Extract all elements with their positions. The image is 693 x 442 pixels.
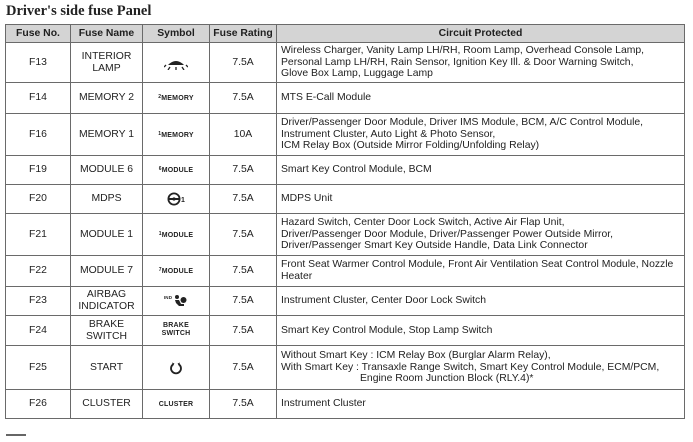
circuit-protected: Hazard Switch, Center Door Lock Switch, Active Air Flap Unit, Driver/Passenger Door Module, Driver/Passenger Power Outside Mirror, Driver/Passenger Smart Key Outside Handle, Data Link Connector (277, 214, 685, 256)
fuse-symbol (143, 214, 210, 256)
fuse-symbol (143, 316, 210, 346)
fuse-rating: 7.5A (210, 185, 277, 214)
circuit-protected: Smart Key Control Module, BCM (277, 156, 685, 185)
circuit-protected: Driver/Passenger Door Module, Driver IMS Module, BCM, A/C Control Module, Instrument Cluster, Auto Light & Photo Sensor, ICM Relay Box (Outside Mirror Folding/Unfolding Relay) (277, 114, 685, 156)
table-row (6, 390, 685, 419)
fuse-name: START (71, 346, 143, 390)
fuse-table (5, 24, 685, 419)
cluster-symbol: CLUSTER (158, 401, 194, 409)
circuit-protected: MDPS Unit (277, 185, 685, 214)
airbag-indicator-icon (172, 294, 188, 308)
fuse-name: INTERIOR LAMP (71, 43, 143, 83)
fuse-symbol: 1 (143, 185, 210, 214)
fuse-symbol (143, 156, 210, 185)
table-row (6, 316, 685, 346)
table-row (6, 185, 685, 214)
footer-rule (6, 434, 26, 440)
fuse-rating: 7.5A (210, 256, 277, 287)
interior-lamp-icon (164, 56, 188, 70)
circuit-protected: Without Smart Key : ICM Relay Box (Burglar Alarm Relay), With Smart Key : Transaxle Range Switch, Smart Key Control Module, ECM/PCM, Engine Room Junction Block (RLY.4)* (277, 346, 685, 390)
header-fuse-no: Fuse No. (6, 25, 71, 43)
fuse-number: F22 (6, 256, 71, 287)
fuse-rating: 7.5A (210, 287, 277, 316)
fuse-name: BRAKE SWITCH (71, 316, 143, 346)
header-symbol: Symbol (143, 25, 210, 43)
fuse-rating: 7.5A (210, 316, 277, 346)
fuse-number: F19 (6, 156, 71, 185)
fuse-symbol (143, 390, 210, 419)
table-row (6, 214, 685, 256)
module-symbol: $^6$MODULE (158, 166, 194, 175)
fuse-symbol (143, 83, 210, 114)
circuit-protected: Instrument Cluster (277, 390, 685, 419)
fuse-number: F25 (6, 346, 71, 390)
fuse-symbol (143, 43, 210, 83)
fuse-symbol (143, 256, 210, 287)
brake-switch-symbol: BRAKE SWITCH (161, 322, 191, 338)
circuit-protected: Smart Key Control Module, Stop Lamp Switch (277, 316, 685, 346)
table-row (6, 43, 685, 83)
header-fuse-rating: Fuse Rating (210, 25, 277, 43)
fuse-name: MODULE 6 (71, 156, 143, 185)
fuse-number: F14 (6, 83, 71, 114)
table-row (6, 83, 685, 114)
start-icon (169, 361, 183, 375)
memory-symbol: $^2$MEMORY (158, 94, 194, 103)
circuit-protected: Front Seat Warmer Control Module, Front Air Ventilation Seat Control Module, Nozzle Heater (277, 256, 685, 287)
steering-wheel-icon (167, 192, 181, 206)
fuse-rating: 10A (210, 114, 277, 156)
module-symbol: $^7$MODULE (158, 267, 194, 276)
table-row (6, 156, 685, 185)
header-circuit-protected: Circuit Protected (277, 25, 685, 43)
fuse-number: F23 (6, 287, 71, 316)
table-row (6, 256, 685, 287)
fuse-name: MODULE 7 (71, 256, 143, 287)
table-row (6, 287, 685, 316)
fuse-rating: 7.5A (210, 43, 277, 83)
circuit-protected: MTS E-Call Module (277, 83, 685, 114)
fuse-name: MEMORY 2 (71, 83, 143, 114)
fuse-number: F21 (6, 214, 71, 256)
table-header-row (6, 25, 685, 43)
table-row (6, 346, 685, 390)
header-fuse-name: Fuse Name (71, 25, 143, 43)
fuse-rating: 7.5A (210, 83, 277, 114)
fuse-name: MEMORY 1 (71, 114, 143, 156)
memory-symbol: $^1$MEMORY (158, 130, 194, 139)
fuse-name: CLUSTER (71, 390, 143, 419)
table-row (6, 114, 685, 156)
module-symbol: $^1$MODULE (158, 230, 194, 239)
fuse-rating: 7.5A (210, 346, 277, 390)
fuse-number: F20 (6, 185, 71, 214)
fuse-number: F24 (6, 316, 71, 346)
fuse-name: MDPS (71, 185, 143, 214)
circuit-protected: Wireless Charger, Vanity Lamp LH/RH, Room Lamp, Overhead Console Lamp, Personal Lamp LH/RH, Rain Sensor, Ignition Key Ill. & Door Warning Switch, Glove Box Lamp, Luggage Lamp (277, 43, 685, 83)
fuse-number: F16 (6, 114, 71, 156)
fuse-rating: 7.5A (210, 214, 277, 256)
circuit-protected: Instrument Cluster, Center Door Lock Switch (277, 287, 685, 316)
fuse-name: MODULE 1 (71, 214, 143, 256)
fuse-symbol: IND (143, 287, 210, 316)
page-title: Driver's side fuse Panel (6, 3, 152, 19)
fuse-rating: 7.5A (210, 156, 277, 185)
fuse-number: F13 (6, 43, 71, 83)
fuse-symbol (143, 346, 210, 390)
fuse-rating: 7.5A (210, 390, 277, 419)
fuse-number: F26 (6, 390, 71, 419)
fuse-symbol (143, 114, 210, 156)
fuse-name: AIRBAG INDICATOR (71, 287, 143, 316)
